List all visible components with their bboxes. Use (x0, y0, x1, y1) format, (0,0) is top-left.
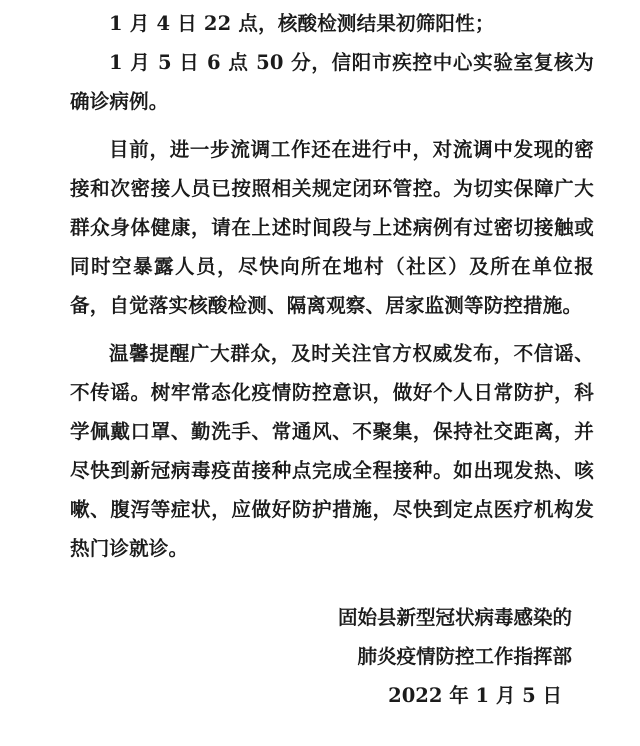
paragraph-spacer (70, 121, 594, 130)
signature-block (70, 598, 594, 715)
paragraph-3: 目前，进一步流调工作还在进行中，对流调中发现的密接和次密接人员已按照相关规定闭环管控。为切实保障广大群众身体健康，请在上述时间段与上述病例有过密切接触或同时空暴露人员，尽快向所在地村（社区）及所在单位报备，自觉落实核酸检测、隔离观察、居家监测等防控措施。 (70, 138, 594, 317)
signature-date: 2022 年 1 月 5 日 (388, 684, 562, 707)
signature-organization-line-2: 肺炎疫情防控工作指挥部 (357, 645, 572, 668)
paragraph-4: 温馨提醒广大群众，及时关注官方权威发布，不信谣、不传谣。树牢常态化疫情防控意识，做好个人日常防护，科学佩戴口罩、勤洗手、常通风、不聚集，保持社交距离，并尽快到新冠病毒疫苗接种点完成全程接种。如出现发热、咳嗽、腹泻等症状，应做好防护措施，尽快到定点医疗机构发热门诊就诊。 (70, 342, 594, 560)
paragraph-1: 1 月 4 日 22 点，核酸检测结果初筛阳性； (109, 12, 495, 35)
paragraph-spacer-2 (70, 325, 594, 334)
signature-organization-line-1: 固始县新型冠状病毒感染的 (337, 606, 572, 629)
paragraph-2: 1 月 5 日 6 点 50 分，信阳市疾控中心实验室复核为确诊病例。 (70, 51, 594, 113)
